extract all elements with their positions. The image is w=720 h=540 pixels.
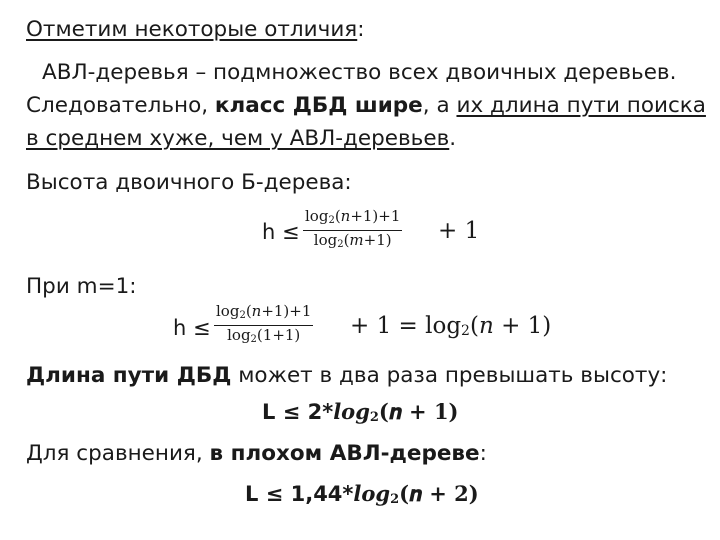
para-l2-b: , а [422, 93, 457, 118]
para-line-1: АВЛ-деревья – подмножество всех двоичных деревьев. [42, 60, 677, 85]
eq1-denominator: $\log_2(𝑚+1)$ [313, 231, 392, 250]
eq2-numerator: $\log_2(𝑛+1)+1$ [214, 302, 313, 326]
para-l3-end: . [449, 126, 457, 151]
eq4: $L \le 1,44*\log_2(𝒏$ + 𝟐) [245, 481, 479, 507]
compare-line [26, 440, 487, 468]
eq1-lhs: h ≤ [262, 220, 300, 244]
eq1-numerator: $\log_2(𝑛+1)+1$ [303, 207, 402, 231]
height-title: Высота двоичного Б-дерева: [26, 170, 352, 195]
eq2-tail: + $1 = \log_2(𝑛 + 1)$ [350, 313, 552, 339]
para-l2-underline: их длина пути поиска [456, 93, 706, 118]
m1-title: При m=1: [26, 274, 137, 299]
intro-text: Отметим некоторые отличия [26, 17, 358, 42]
para-line-3 [26, 125, 456, 153]
para-line-2 [26, 92, 706, 120]
intro-colon: : [357, 17, 365, 42]
compare-b: : [479, 441, 487, 466]
eq1-fraction [303, 207, 402, 254]
path-length-bold: Длина пути ДБД [26, 363, 232, 388]
eq2-fraction [214, 302, 313, 349]
eq2-lhs: h ≤ [173, 316, 211, 340]
intro-line [26, 16, 364, 44]
compare-bold: в плохом АВЛ-дереве [209, 441, 480, 466]
eq2-denominator: $\log_2(1+1)$ [227, 326, 301, 345]
para-l3-underline: в среднем хуже, чем у АВЛ-деревьев [26, 126, 450, 151]
path-length-rest: может в два раза превышать высоту: [231, 363, 668, 388]
path-length-line [26, 362, 667, 390]
eq1-tail: + 1 [438, 218, 480, 244]
eq3: $L \le 2*\log_2(𝒏$ + 𝟏) [262, 399, 459, 425]
para-l2-a: Следовательно, [26, 93, 215, 118]
compare-a: Для сравнения, [26, 441, 210, 466]
para-l2-bold: класс ДБД шире [214, 93, 423, 118]
